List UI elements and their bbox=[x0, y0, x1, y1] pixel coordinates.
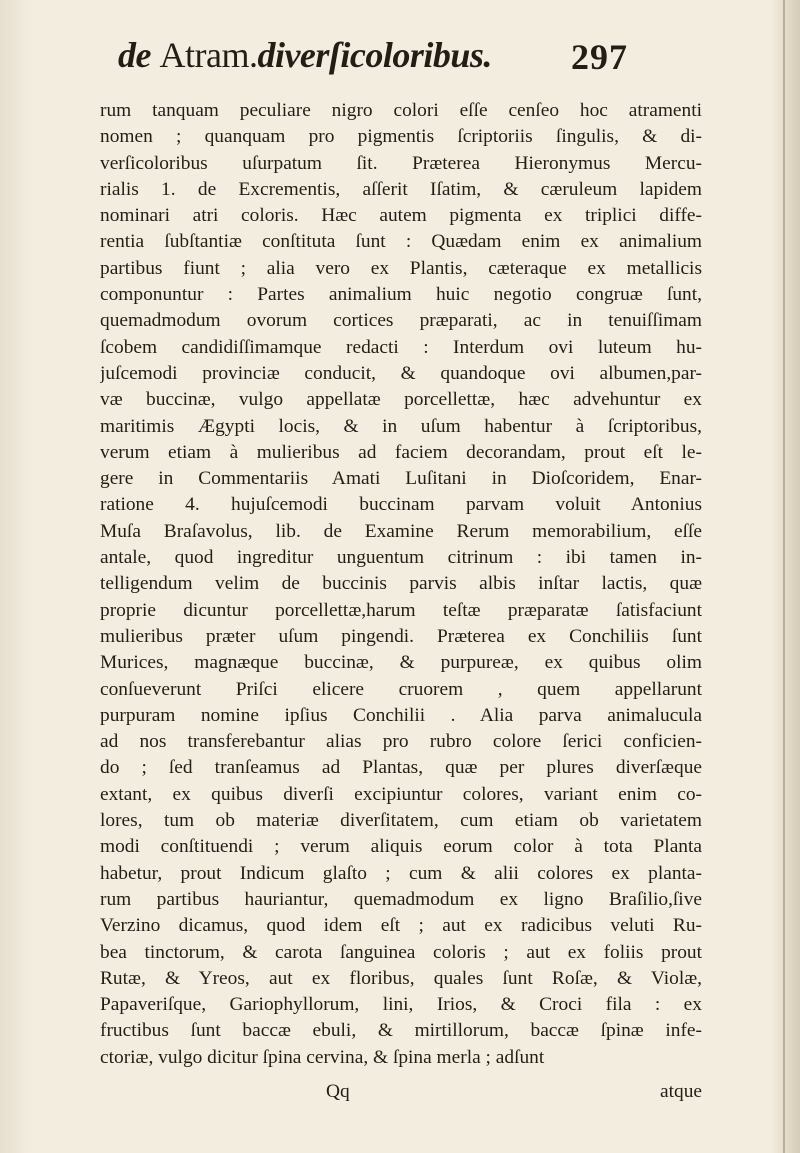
page-footer bbox=[100, 1081, 702, 1111]
text-line: juſcemodi provinciæ conducit, & quandoque ovi albumen,par- bbox=[100, 362, 702, 384]
text-line: lores, tum ob materiæ diverſitatem, cum etiam ob varietatem bbox=[100, 810, 702, 832]
text-line: Rutæ, & Yreos, aut ex floribus, quales ſunt Roſæ, & Violæ, bbox=[100, 967, 702, 989]
running-head-prefix: de bbox=[118, 35, 160, 75]
text-line: extant, ex quibus diverſi excipiuntur colores, variant enim co- bbox=[100, 783, 702, 805]
catchword: atque bbox=[660, 1081, 702, 1102]
text-line: fructibus ſunt baccæ ebuli, & mirtillorum, baccæ ſpinæ infe- bbox=[100, 1020, 702, 1042]
text-line: ratione 4. hujuſcemodi buccinam parvam voluit Antonius bbox=[100, 494, 702, 516]
text-line: ad nos transferebantur alias pro rubro colore ſerici conficien- bbox=[100, 731, 702, 753]
running-head bbox=[118, 34, 492, 76]
text-line: Verzino dicamus, quod idem eſt ; aut ex radicibus veluti Ru- bbox=[100, 915, 702, 937]
text-line: maritimis Ægypti locis, & in uſum habentur à ſcriptoribus, bbox=[100, 415, 702, 437]
text-line: rum partibus hauriantur, quemadmodum ex ligno Braſilio,ſive bbox=[100, 888, 702, 910]
text-line: componuntur : Partes animalium huic negotio congruæ ſunt, bbox=[100, 284, 702, 306]
text-line: telligendum velim de buccinis parvis albis inſtar lactis, quæ bbox=[100, 573, 702, 595]
text-line: Papaveriſque, Gariophyllorum, lini, Irios, & Croci fila : ex bbox=[100, 994, 702, 1016]
text-line: mulieribus præter uſum pingendi. Præterea ex Conchiliis ſunt bbox=[100, 625, 702, 647]
signature-mark: Qq bbox=[326, 1081, 350, 1102]
text-line: Muſa Braſavolus, lib. de Examine Rerum memorabilium, eſſe bbox=[100, 520, 702, 542]
body-text bbox=[100, 98, 702, 1071]
text-line: purpuram nomine ipſius Conchilii . Alia parva animalucula bbox=[100, 704, 702, 726]
text-line: verſicoloribus uſurpatum ſit. Præterea Hieronymus Mercu- bbox=[100, 152, 702, 174]
text-line: Murices, magnæque buccinæ, & purpureæ, ex quibus olim bbox=[100, 652, 702, 674]
text-line: nominari atri coloris. Hæc autem pigmenta ex triplici diffe- bbox=[100, 205, 702, 227]
text-line: habetur, prout Indicum glaſto ; cum & alii colores ex planta- bbox=[100, 862, 702, 884]
page-header bbox=[118, 34, 628, 84]
text-line: partibus fiunt ; alia vero ex Plantis, cæteraque ex metallicis bbox=[100, 257, 702, 279]
page-edge bbox=[783, 0, 785, 1153]
text-line: bea tinctorum, & carota ſanguinea coloris ; aut ex foliis prout bbox=[100, 941, 702, 963]
text-line: verum etiam à mulieribus ad faciem decorandam, prout eſt le- bbox=[100, 441, 702, 463]
text-line: rialis 1. de Excrementis, aſſerit Iſatim, & cæruleum lapidem bbox=[100, 178, 702, 200]
page-number: 297 bbox=[571, 37, 628, 77]
text-line: conſueverunt Priſci elicere cruorem , quem appellarunt bbox=[100, 678, 702, 700]
text-line: quemadmodum ovorum cortices præparati, ac in tenuiſſimam bbox=[100, 310, 702, 332]
text-line: væ buccinæ, vulgo appellatæ porcellettæ, hæc advehuntur ex bbox=[100, 389, 702, 411]
text-line: gere in Commentariis Amati Luſitani in Dioſcoridem, Enar- bbox=[100, 468, 702, 490]
running-head-suffix: diverſicoloribus. bbox=[257, 35, 492, 75]
text-line: ctoriæ, vulgo dicitur ſpina cervina, & ſpina merla ; adſunt bbox=[100, 1046, 545, 1068]
text-line: modi conſtituendi ; verum aliquis eorum color à tota Planta bbox=[100, 836, 702, 858]
text-line: nomen ; quanquam pro pigmentis ſcriptoriis ſingulis, & di- bbox=[100, 126, 702, 148]
text-line: proprie dicuntur porcellettæ,harum teſtæ præparatæ ſatisfaciunt bbox=[100, 599, 702, 621]
text-line: do ; ſed tranſeamus ad Plantas, quæ per plures diverſæque bbox=[100, 757, 702, 779]
running-head-word: Atram. bbox=[159, 35, 258, 75]
text-line: rum tanquam peculiare nigro colori eſſe cenſeo hoc atramenti bbox=[100, 100, 702, 121]
text-line: ſcobem candidiſſimamque redacti : Interdum ovi luteum hu- bbox=[100, 336, 702, 358]
text-line: rentia ſubſtantiæ conſtituta ſunt : Quædam enim ex animalium bbox=[100, 231, 702, 253]
text-line: antale, quod ingreditur unguentum citrinum : ibi tamen in- bbox=[100, 547, 702, 569]
